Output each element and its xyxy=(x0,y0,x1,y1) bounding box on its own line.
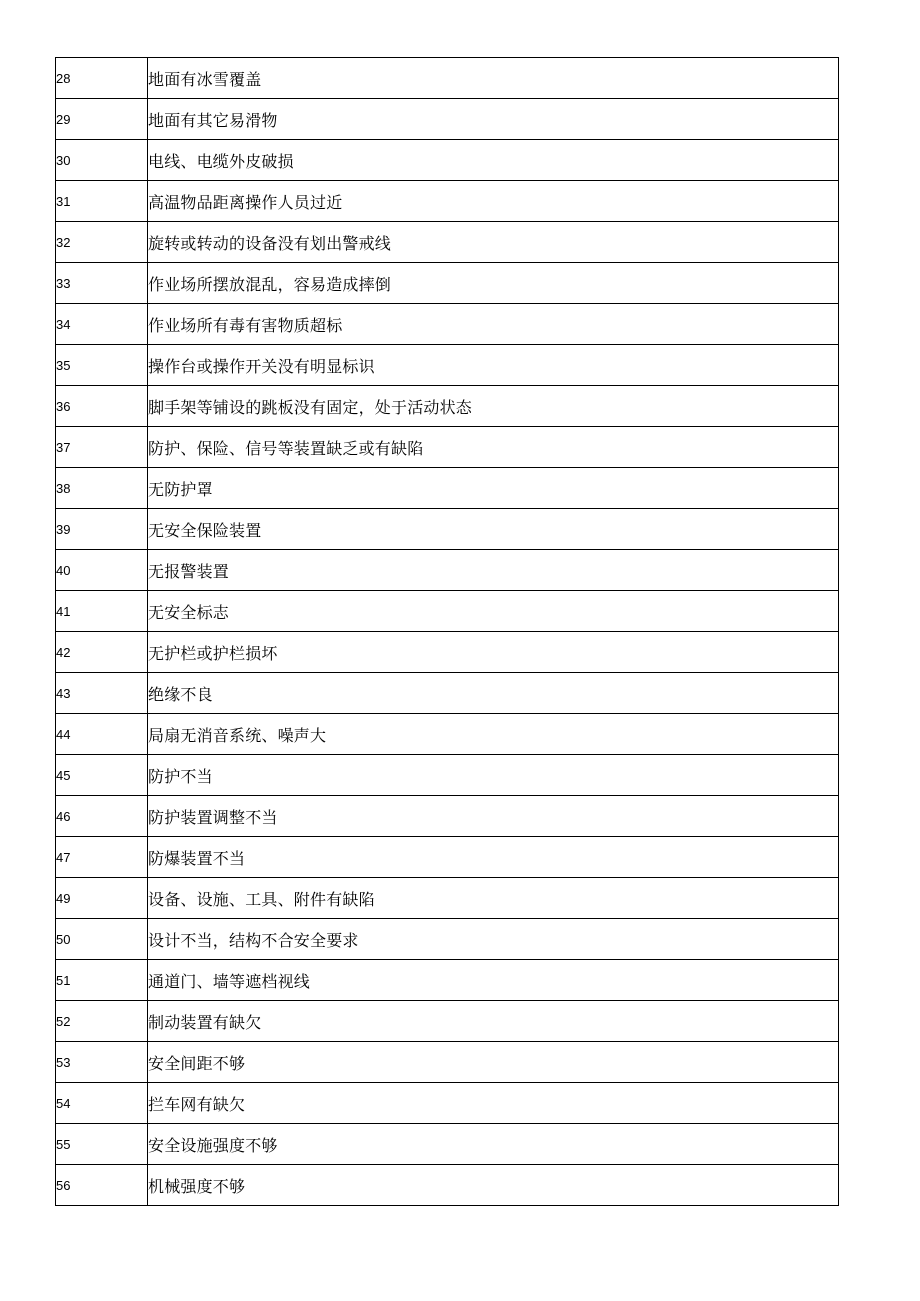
table-row xyxy=(56,222,839,263)
hazard-description-cell: 地面有冰雪覆盖 xyxy=(148,58,839,99)
row-number-cell: 45 xyxy=(56,755,148,796)
row-number-cell: 49 xyxy=(56,878,148,919)
table-row xyxy=(56,181,839,222)
row-number-cell: 32 xyxy=(56,222,148,263)
hazard-table xyxy=(55,57,839,1206)
table-row xyxy=(56,550,839,591)
table-row xyxy=(56,140,839,181)
hazard-description-cell: 拦车网有缺欠 xyxy=(148,1083,839,1124)
hazard-description-cell: 防护、保险、信号等装置缺乏或有缺陷 xyxy=(148,427,839,468)
hazard-description-cell: 防护装置调整不当 xyxy=(148,796,839,837)
table-row xyxy=(56,755,839,796)
row-number-cell: 41 xyxy=(56,591,148,632)
row-number-cell: 35 xyxy=(56,345,148,386)
hazard-description-cell: 安全设施强度不够 xyxy=(148,1124,839,1165)
row-number-cell: 38 xyxy=(56,468,148,509)
table-row xyxy=(56,919,839,960)
hazard-description-cell: 设计不当，结构不合安全要求 xyxy=(148,919,839,960)
table-row xyxy=(56,960,839,1001)
row-number-cell: 30 xyxy=(56,140,148,181)
row-number-cell: 40 xyxy=(56,550,148,591)
hazard-description-cell: 旋转或转动的设备没有划出警戒线 xyxy=(148,222,839,263)
row-number-cell: 44 xyxy=(56,714,148,755)
hazard-description-cell: 作业场所摆放混乱，容易造成摔倒 xyxy=(148,263,839,304)
hazard-description-cell: 无安全保险装置 xyxy=(148,509,839,550)
hazard-description-cell: 通道门、墙等遮档视线 xyxy=(148,960,839,1001)
table-row xyxy=(56,345,839,386)
table-row xyxy=(56,1124,839,1165)
hazard-description-cell: 安全间距不够 xyxy=(148,1042,839,1083)
row-number-cell: 33 xyxy=(56,263,148,304)
table-row xyxy=(56,509,839,550)
hazard-description-cell: 无报警装置 xyxy=(148,550,839,591)
row-number-cell: 29 xyxy=(56,99,148,140)
hazard-description-cell: 高温物品距离操作人员过近 xyxy=(148,181,839,222)
hazard-description-cell: 无防护罩 xyxy=(148,468,839,509)
hazard-description-cell: 局扇无消音系统、噪声大 xyxy=(148,714,839,755)
table-row xyxy=(56,1001,839,1042)
table-row xyxy=(56,427,839,468)
hazard-description-cell: 无安全标志 xyxy=(148,591,839,632)
row-number-cell: 46 xyxy=(56,796,148,837)
hazard-description-cell: 操作台或操作开关没有明显标识 xyxy=(148,345,839,386)
table-row xyxy=(56,304,839,345)
table-row xyxy=(56,1083,839,1124)
row-number-cell: 42 xyxy=(56,632,148,673)
table-row xyxy=(56,386,839,427)
table-row xyxy=(56,714,839,755)
table-row xyxy=(56,632,839,673)
hazard-description-cell: 防爆装置不当 xyxy=(148,837,839,878)
hazard-description-cell: 设备、设施、工具、附件有缺陷 xyxy=(148,878,839,919)
row-number-cell: 39 xyxy=(56,509,148,550)
row-number-cell: 34 xyxy=(56,304,148,345)
table-row xyxy=(56,468,839,509)
hazard-description-cell: 脚手架等铺设的跳板没有固定，处于活动状态 xyxy=(148,386,839,427)
row-number-cell: 36 xyxy=(56,386,148,427)
row-number-cell: 52 xyxy=(56,1001,148,1042)
hazard-description-cell: 无护栏或护栏损坏 xyxy=(148,632,839,673)
row-number-cell: 56 xyxy=(56,1165,148,1206)
table-row xyxy=(56,99,839,140)
hazard-description-cell: 机械强度不够 xyxy=(148,1165,839,1206)
row-number-cell: 51 xyxy=(56,960,148,1001)
table-row xyxy=(56,1165,839,1206)
row-number-cell: 43 xyxy=(56,673,148,714)
table-row xyxy=(56,837,839,878)
hazard-description-cell: 地面有其它易滑物 xyxy=(148,99,839,140)
hazard-description-cell: 电线、电缆外皮破损 xyxy=(148,140,839,181)
row-number-cell: 54 xyxy=(56,1083,148,1124)
row-number-cell: 55 xyxy=(56,1124,148,1165)
hazard-description-cell: 制动装置有缺欠 xyxy=(148,1001,839,1042)
row-number-cell: 50 xyxy=(56,919,148,960)
row-number-cell: 53 xyxy=(56,1042,148,1083)
table-row xyxy=(56,591,839,632)
hazard-description-cell: 作业场所有毒有害物质超标 xyxy=(148,304,839,345)
table-row xyxy=(56,878,839,919)
table-row xyxy=(56,673,839,714)
row-number-cell: 37 xyxy=(56,427,148,468)
table-row xyxy=(56,1042,839,1083)
table-row xyxy=(56,796,839,837)
hazard-description-cell: 防护不当 xyxy=(148,755,839,796)
table-row xyxy=(56,58,839,99)
table-row xyxy=(56,263,839,304)
hazard-description-cell: 绝缘不良 xyxy=(148,673,839,714)
row-number-cell: 47 xyxy=(56,837,148,878)
row-number-cell: 28 xyxy=(56,58,148,99)
hazard-table-body xyxy=(56,58,839,1206)
row-number-cell: 31 xyxy=(56,181,148,222)
